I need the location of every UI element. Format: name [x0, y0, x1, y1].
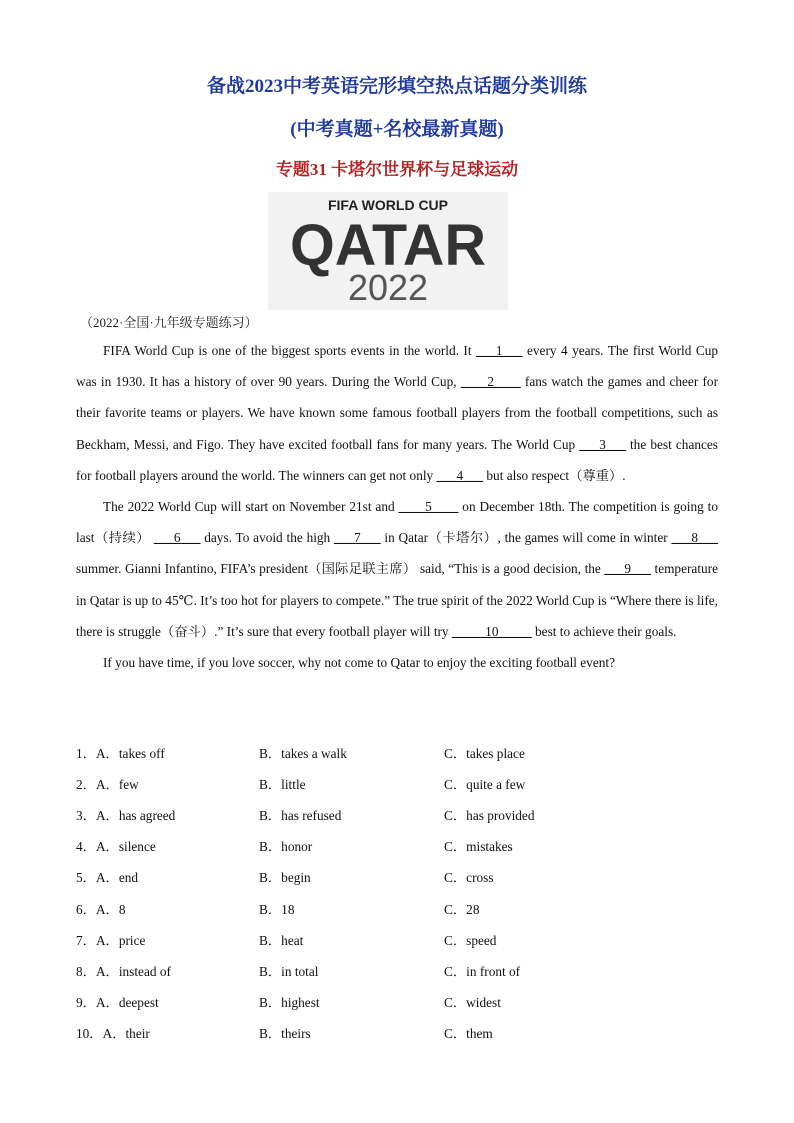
question-row: [76, 867, 718, 889]
question-row: [76, 774, 718, 796]
option-c: C．mistakes: [444, 839, 513, 855]
question-row: [76, 805, 718, 827]
passage-text: temperature in Qatar is up to 45℃. It’s too hot for players to compete.” The true spirit of the 2022 World Cup is “Where there is life, there is struggle（奋斗）.” It’s sure that every football player will try: [76, 561, 718, 639]
option-b: B．begin: [259, 870, 311, 886]
option-a: 4．A．silence: [76, 839, 156, 855]
option-c: C．quite a few: [444, 777, 526, 793]
option-c: C．28: [444, 901, 480, 917]
answer-blank: ___6___: [153, 530, 201, 546]
passage-text: on December 18th. The competition is going to last（持续）: [76, 499, 718, 546]
option-a: 9．A．deepest: [76, 994, 159, 1010]
option-b: B．heat: [259, 932, 304, 948]
passage-paragraph-2: [76, 491, 718, 647]
option-a: 8．A．instead of: [76, 963, 171, 979]
answer-blank: ___1___: [475, 343, 523, 358]
source-note: （2022·全国·九年级专题练习）: [80, 315, 258, 330]
document-subtitle: (中考真题+名校最新真题): [290, 119, 504, 140]
passage-text: the best chances for football players around the world. The winners can get not only: [76, 436, 718, 483]
question-row: [76, 1023, 718, 1045]
topic-heading: 专题31 卡塔尔世界杯与足球运动: [275, 160, 519, 179]
document-title: 备战2023中考英语完形填空热点话题分类训练: [206, 76, 587, 97]
passage-text: in Qatar（卡塔尔）, the games will come in winter: [380, 530, 672, 546]
answer-blank: ___4___: [436, 467, 484, 483]
question-row: [76, 836, 718, 858]
logo-line3: 2022: [347, 267, 429, 308]
passage-text: fans watch the games and cheer for their favorite teams or players. We have known some famous football players from the football competitions, such as Beckham, Messi, and Figo. They have excited football fans for many years. The World Cup: [76, 374, 718, 452]
question-row: [76, 961, 718, 983]
question-row: [76, 992, 718, 1014]
option-c: C．has provided: [444, 808, 535, 824]
option-b: B．honor: [259, 839, 313, 855]
option-b: B．in total: [259, 963, 319, 979]
option-c: C．speed: [444, 932, 497, 948]
option-a: 3．A．has agreed: [76, 808, 176, 824]
option-c: C．in front of: [444, 963, 521, 979]
answer-blank: ___7___: [334, 530, 381, 546]
cloze-passage: [76, 335, 718, 678]
passage-text: summer. Gianni Infantino, FIFA’s president（国际足联主席） said, “This is a good decision, the: [76, 561, 605, 577]
option-a: 2．A．few: [76, 777, 139, 793]
passage-text: but also respect（尊重）.: [483, 467, 626, 483]
question-row: [76, 899, 718, 921]
passage-text: The 2022 World Cup will start on November 21st and: [103, 499, 399, 515]
option-b: B．18: [259, 901, 295, 917]
passage-text: FIFA World Cup is one of the biggest sports events in the world. It: [103, 343, 476, 358]
option-c: C．cross: [444, 870, 494, 886]
answer-blank: _____10_____: [451, 623, 532, 639]
option-b: B．highest: [259, 994, 320, 1010]
passage-text: days. To avoid the high: [200, 530, 335, 546]
passage-paragraph-1: [76, 335, 718, 491]
question-row: [76, 743, 718, 765]
answer-blank: ___8___: [671, 530, 719, 546]
answer-blank: ___9___: [604, 561, 651, 577]
logo-line1: FIFA WORLD CUP: [327, 197, 449, 213]
answer-blank: ____5____: [398, 499, 459, 515]
option-b: B．little: [259, 777, 306, 793]
passage-paragraph-3: If you have time, if you love soccer, why not come to Qatar to enjoy the exciting football event?: [103, 655, 615, 671]
answer-blank: ___3___: [579, 436, 626, 452]
option-a: 5．A．end: [76, 870, 139, 886]
option-b: B．takes a walk: [259, 746, 347, 761]
option-c: C．them: [444, 1025, 493, 1041]
answer-blank: ____2____: [460, 374, 521, 390]
fifa-qatar-logo: [268, 192, 508, 310]
option-b: B．has refused: [259, 808, 342, 824]
option-c: C．takes place: [444, 746, 525, 761]
passage-text: best to achieve their goals.: [531, 623, 677, 639]
option-b: B．theirs: [259, 1025, 311, 1041]
option-a: 6．A．8: [76, 901, 126, 917]
option-a: 1．A．takes off: [76, 746, 165, 761]
option-a: 7．A．price: [76, 932, 146, 948]
passage-text: every 4 years. The first World Cup was in 1930. It has a history of over 90 years. During the World Cup,: [76, 343, 718, 390]
option-a: 10．A．their: [76, 1025, 150, 1041]
option-c: C．widest: [444, 994, 501, 1010]
question-row: [76, 930, 718, 952]
logo-line2: QATAR: [290, 213, 486, 278]
